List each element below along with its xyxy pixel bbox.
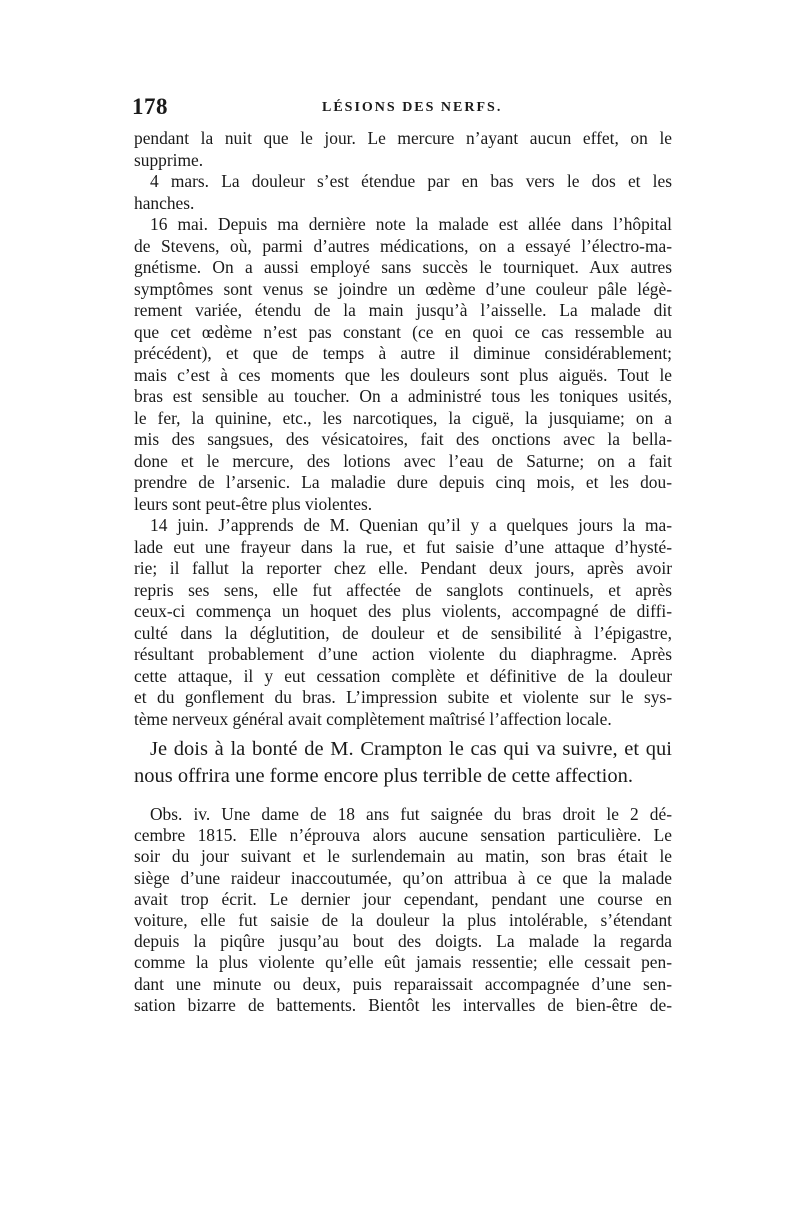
page-header: [132, 94, 672, 124]
text-line: mais c’est à ces moments que les douleurs sont plus aiguës. Tout le: [134, 364, 672, 385]
text-line: cette attaque, il y eut cessation complète et définitive de la douleur: [134, 665, 672, 686]
text-line-large: nous offrira une forme encore plus terrible de cette affection.: [134, 765, 633, 787]
text-line: précédent), et que de temps à autre il diminue considérablement;: [134, 343, 672, 363]
text-line: done et le mercure, des lotions avec l’eau de Saturne; on a fait: [134, 450, 672, 471]
text-line: Obs. iv. Une dame de 18 ans fut saignée du bras droit le 2 dé-: [150, 804, 672, 824]
text-line: rie; il fallut la reporter chez elle. Pendant deux jours, après avoir: [134, 558, 672, 578]
text-line: lade eut une frayeur dans la rue, et fut saisie d’une attaque d’hysté-: [134, 536, 672, 557]
text-line: bras est sensible au toucher. On a administré tous les toniques usités,: [134, 386, 672, 406]
text-line: tème nerveux général avait complètement maîtrisé l’affection locale.: [134, 708, 612, 729]
text-line: repris ses sens, elle fut affectée de sanglots continuels, et après: [134, 579, 672, 600]
text-line: cembre 1815. Elle n’éprouva alors aucune sensation particulière. Le: [134, 825, 672, 846]
text-line: ceux-ci commença un hoquet des plus violents, accompagné de diffi-: [134, 601, 672, 621]
body-text: [134, 128, 672, 1016]
text-line: pendant la nuit que le jour. Le mercure n’ayant aucun effet, on le: [134, 128, 672, 148]
text-line: gnétisme. On a aussi employé sans succès le tourniquet. Aux autres: [134, 257, 672, 277]
text-line: culté dans la déglutition, de douleur et de sensibilité à l’épigastre,: [134, 622, 672, 643]
text-line: de Stevens, où, parmi d’autres médications, on a essayé l’électro-ma-: [134, 235, 672, 256]
text-line: 16 mai. Depuis ma dernière note la malade est allée dans l’hôpital: [150, 214, 672, 234]
text-line-large: Je dois à la bonté de M. Crampton le cas qui va suivre, et qui: [150, 738, 672, 760]
text-line: symptômes sont venus se joindre un œdème d’une couleur pâle légè-: [134, 278, 672, 299]
running-title: LÉSIONS DES NERFS.: [322, 100, 503, 115]
text-line: soir du jour suivant et le surlendemain au matin, son bras était le: [134, 846, 672, 867]
text-line: résultant probablement d’une action violente du diaphragme. Après: [134, 644, 672, 664]
text-line: avait trop écrit. Le dernier jour cependant, pendant une course en: [134, 888, 672, 909]
text-line: le fer, la quinine, etc., les narcotiques, la ciguë, la jusquiame; on a: [134, 407, 672, 428]
text-line: 14 juin. J’apprends de M. Quenian qu’il y a quelques jours la ma-: [150, 515, 672, 535]
text-line: voiture, elle fut saisie de la douleur la plus intolérable, s’étendant: [134, 909, 672, 930]
text-line: dant une minute ou deux, puis reparaissait accompagnée d’une sen-: [134, 973, 672, 994]
page-number: 178: [132, 94, 168, 119]
text-line: leurs sont peut-être plus violentes.: [134, 493, 373, 514]
text-line: siège d’une raideur inaccoutumée, qu’on attribua à ce que la malade: [134, 867, 672, 888]
text-line: hanches.: [134, 192, 195, 213]
text-line: prendre de l’arsenic. La maladie dure depuis cinq mois, et les dou-: [134, 472, 672, 492]
text-line: rement variée, étendu de la main jusqu’à l’aisselle. La malade dit: [134, 300, 672, 320]
text-line: comme la plus violente qu’elle eût jamais ressentie; elle cessait pen-: [134, 952, 672, 973]
text-line: depuis la piqûre jusqu’au bout des doigts. La malade la regarda: [134, 931, 672, 952]
text-line: supprime.: [134, 149, 204, 170]
text-line: sation bizarre de battements. Bientôt les intervalles de bien-être de-: [134, 994, 672, 1015]
text-line: mis des sangsues, des vésicatoires, fait des onctions avec la bella-: [134, 429, 672, 449]
text-line: 4 mars. La douleur s’est étendue par en bas vers le dos et les: [150, 171, 672, 191]
text-line: et du gonflement du bras. L’impression subite et violente sur le sys-: [134, 687, 672, 707]
text-line: que cet œdème n’est pas constant (ce en quoi ce cas ressemble au: [134, 321, 672, 342]
